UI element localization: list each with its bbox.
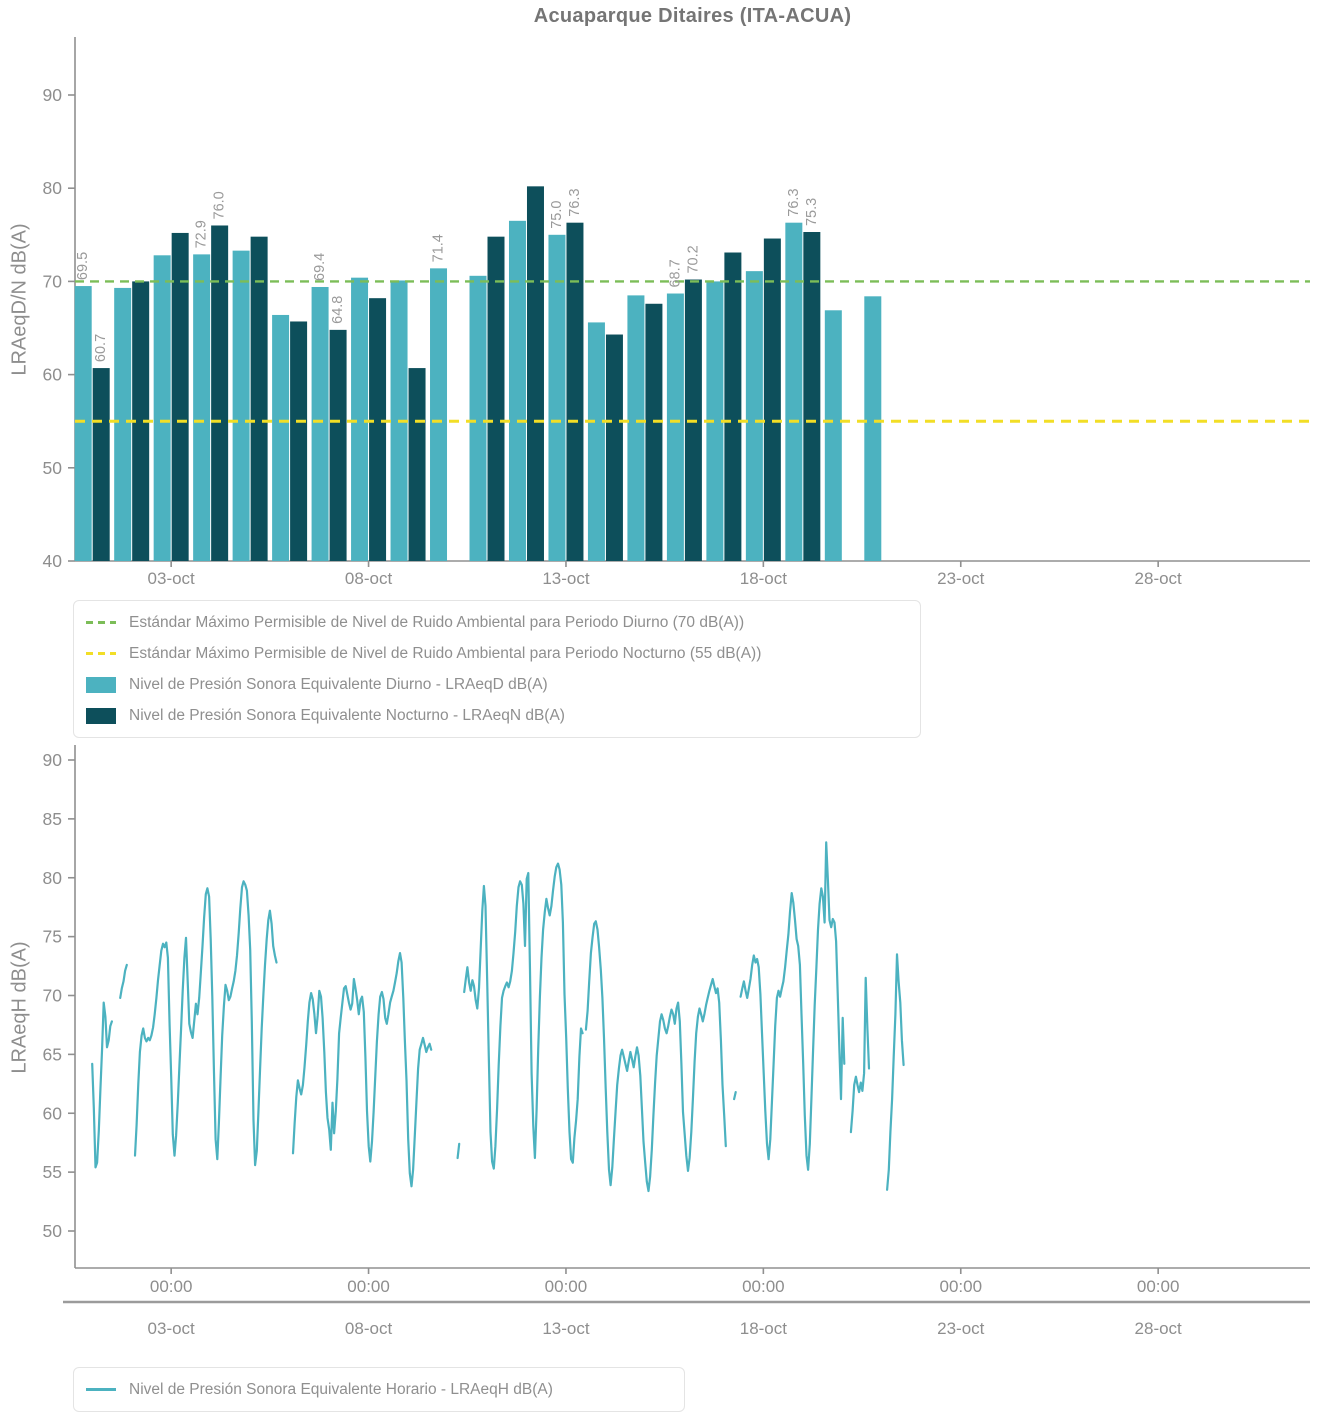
legend-label: Nivel de Presión Sonora Equivalente Nocturno - LRAeqN dB(A) (129, 706, 565, 724)
bottom-y-axis-title: LRAeqH dB(A) (8, 941, 31, 1074)
swatch-diurno (86, 677, 116, 693)
page-title: Acuaparque Ditaires (ITA-ACUA) (533, 5, 852, 27)
time-tick-label: 00:00 (1136, 1277, 1180, 1296)
time-tick-label: 00:00 (149, 1277, 193, 1296)
bar-value-label: 69.4 (312, 252, 329, 281)
y-tick-label: 60 (42, 364, 62, 385)
y-tick-label: 80 (42, 178, 62, 199)
y-tick-label: 80 (42, 867, 62, 888)
y-tick-label: 90 (42, 750, 62, 770)
legend-item-limit-nocturno (86, 638, 908, 669)
y-tick-label: 50 (42, 1221, 62, 1241)
bar-nocturno (724, 253, 741, 561)
legend-item-horario (86, 1374, 672, 1405)
x-tick-label: 18-oct (739, 569, 787, 588)
bar-value-label: 75.3 (803, 197, 820, 227)
date-tick-label: 28-oct (1134, 1319, 1182, 1338)
bar-diurno (825, 310, 842, 561)
x-tick-label: 08-oct (344, 569, 393, 588)
bar-diurno (75, 286, 92, 561)
daily-bar-chart (0, 30, 1327, 595)
date-tick-label: 23-oct (937, 1319, 985, 1338)
bar-diurno (312, 287, 329, 561)
bar-value-label: 76.0 (211, 191, 228, 220)
x-tick-label: 03-oct (147, 569, 195, 588)
bar-diurno (114, 288, 131, 561)
time-tick-label: 00:00 (347, 1277, 390, 1296)
bar-nocturno (211, 225, 228, 561)
y-tick-label: 70 (42, 271, 62, 292)
bottom-legend (73, 1367, 685, 1412)
line-marker-horario (86, 1388, 116, 1392)
bar-nocturno (645, 304, 662, 561)
bar-diurno (548, 235, 565, 561)
hourly-line (92, 842, 903, 1191)
bar-value-label: 68.7 (667, 259, 684, 288)
y-tick-label: 65 (42, 1044, 62, 1065)
legend-item-nocturno (86, 700, 908, 731)
bar-value-label: 60.7 (93, 333, 110, 363)
legend-label: Nivel de Presión Sonora Equivalente Horario - LRAeqH dB(A) (129, 1380, 553, 1398)
bar-value-label: 71.4 (430, 234, 447, 263)
bar-diurno (785, 223, 802, 561)
date-tick-label: 03-oct (147, 1319, 195, 1338)
y-tick-label: 40 (42, 551, 62, 571)
bar-nocturno (330, 330, 347, 561)
bar-diurno (430, 268, 447, 561)
y-tick-label: 50 (42, 457, 62, 478)
bar-nocturno (93, 368, 110, 561)
x-tick-label: 13-oct (542, 569, 590, 588)
date-tick-label: 08-oct (344, 1319, 393, 1338)
bar-value-label: 76.3 (785, 188, 802, 217)
bar-diurno (864, 296, 881, 561)
bar-nocturno (251, 237, 268, 561)
y-tick-label: 55 (42, 1162, 62, 1183)
bar-diurno (351, 278, 368, 561)
bar-value-label: 64.8 (330, 295, 347, 324)
y-tick-label: 75 (42, 926, 62, 947)
bar-diurno (272, 315, 289, 561)
x-tick-label: 28-oct (1134, 569, 1182, 588)
bar-diurno (588, 322, 605, 561)
swatch-nocturno (86, 708, 116, 724)
bar-nocturno (409, 368, 426, 561)
y-tick-label: 60 (42, 1103, 62, 1124)
legend-label: Estándar Máximo Permisible de Nivel de Ruido Ambiental para Periodo Diurno (70 dB(A)) (129, 613, 745, 631)
legend-label: Estándar Máximo Permisible de Nivel de Ruido Ambiental para Periodo Nocturno (55 dB(A)) (129, 644, 762, 662)
bar-diurno (627, 295, 644, 561)
time-tick-label: 00:00 (939, 1277, 983, 1296)
bar-diurno (746, 271, 763, 561)
hourly-line-chart (0, 740, 1327, 1360)
bar-nocturno (488, 237, 505, 561)
time-tick-label: 00:00 (544, 1277, 588, 1296)
bar-diurno (193, 254, 210, 561)
bar-nocturno (527, 186, 544, 561)
bar-value-label: 72.9 (193, 220, 210, 249)
bar-value-label: 75.0 (548, 200, 565, 229)
date-tick-label: 13-oct (542, 1319, 590, 1338)
y-tick-label: 90 (42, 85, 62, 105)
date-tick-label: 18-oct (739, 1319, 787, 1338)
bar-value-label: 70.2 (685, 245, 702, 274)
bar-diurno (667, 294, 684, 561)
legend-label: Nivel de Presión Sonora Equivalente Diurno - LRAeqD dB(A) (129, 675, 548, 693)
bar-nocturno (369, 298, 386, 561)
x-tick-label: 23-oct (937, 569, 985, 588)
time-tick-label: 00:00 (742, 1277, 785, 1296)
bar-diurno (470, 276, 487, 561)
bar-diurno (233, 251, 250, 561)
bar-diurno (154, 255, 171, 561)
y-tick-label: 70 (42, 985, 62, 1006)
bar-value-label: 69.5 (75, 251, 92, 281)
legend-item-limit-diurno (86, 607, 908, 638)
top-legend (73, 600, 921, 738)
dashed-line-marker-limit-nocturno (86, 652, 116, 656)
y-tick-label: 85 (42, 808, 62, 829)
bar-nocturno (764, 239, 781, 561)
bar-nocturno (566, 223, 583, 561)
bars-diurno (75, 221, 882, 561)
top-y-axis-title: LRAeqD/N dB(A) (8, 223, 31, 376)
bar-diurno (509, 221, 526, 561)
bar-nocturno (290, 321, 307, 561)
legend-item-diurno (86, 669, 908, 700)
bar-value-label: 76.3 (566, 188, 583, 217)
bar-nocturno (606, 335, 623, 561)
dashed-line-marker-limit-diurno (86, 621, 116, 625)
